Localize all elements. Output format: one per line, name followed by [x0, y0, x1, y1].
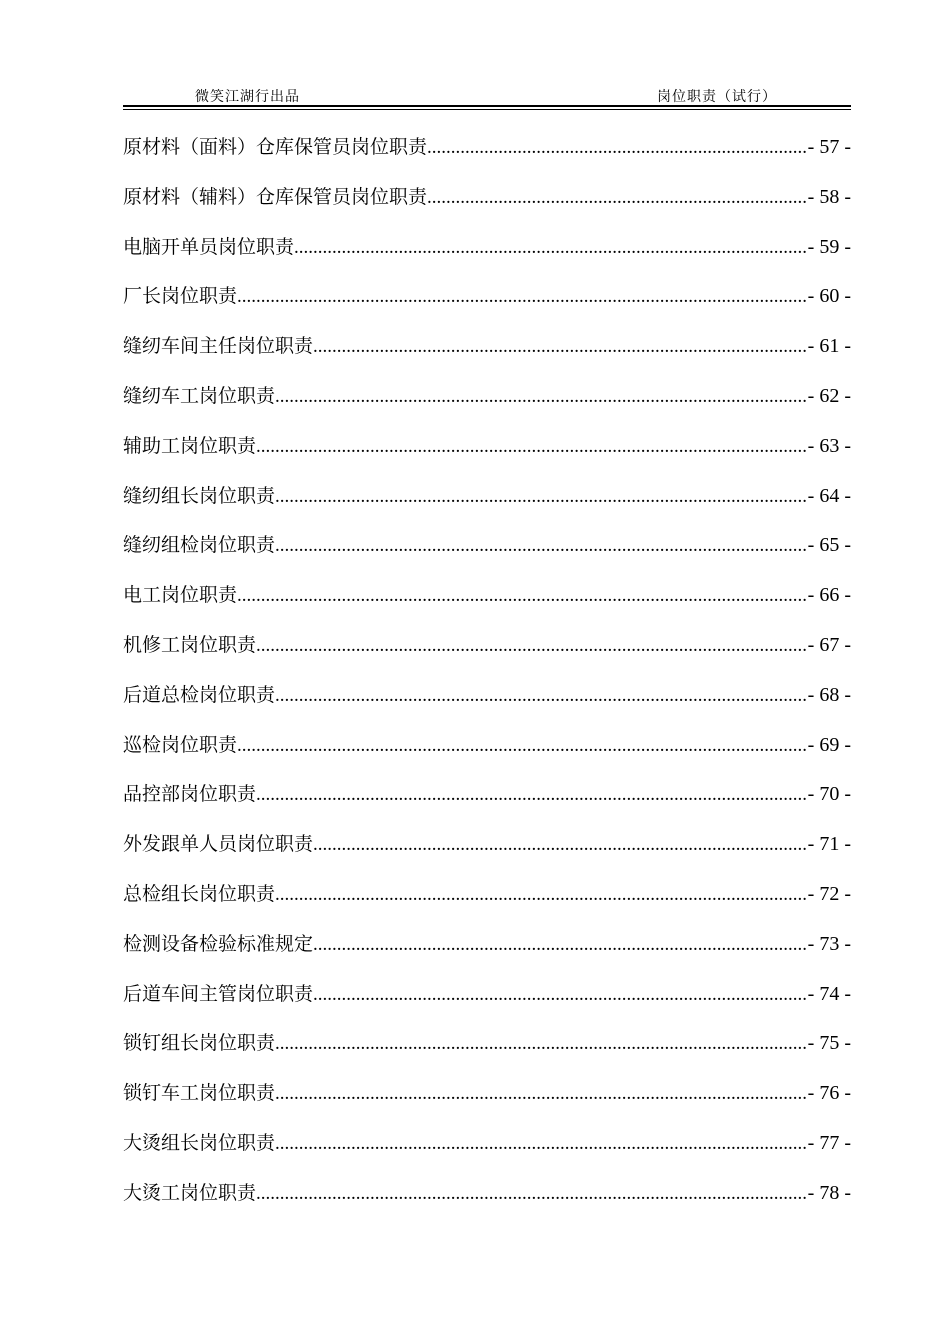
- toc-entry-page-number: - 77 -: [807, 1131, 851, 1154]
- toc-entry[interactable]: [123, 629, 851, 679]
- toc-entry-title: 电工岗位职责: [123, 584, 238, 607]
- toc-entry[interactable]: [123, 181, 851, 231]
- toc-entry-page-number: - 72 -: [807, 882, 851, 905]
- toc-entry[interactable]: [123, 778, 851, 828]
- toc-entry-title: 缝纫组检岗位职责: [123, 534, 276, 557]
- toc-dot-leader: [256, 1178, 808, 1210]
- toc-entry-page-number: - 74 -: [807, 982, 851, 1005]
- toc-entry-title: 厂长岗位职责: [123, 285, 238, 308]
- toc-entry-page-number: - 68 -: [807, 683, 851, 706]
- toc-entry-page-number: - 61 -: [807, 335, 851, 358]
- toc-entry-page-number: - 66 -: [807, 584, 851, 607]
- toc-entry-page-number: - 73 -: [807, 932, 851, 955]
- toc-entry[interactable]: [123, 380, 851, 430]
- toc-entry-page-number: - 58 -: [807, 185, 851, 208]
- toc-entry[interactable]: [123, 679, 851, 729]
- toc-dot-leader: [313, 979, 808, 1011]
- toc-entry[interactable]: [123, 928, 851, 978]
- toc-entry[interactable]: [123, 729, 851, 779]
- toc-entry-title: 锁钉组长岗位职责: [123, 1032, 276, 1055]
- toc-entry-page-number: - 57 -: [807, 136, 851, 158]
- header-document-title: 岗位职责（试行）: [657, 89, 777, 105]
- toc-entry[interactable]: [123, 1027, 851, 1077]
- toc-entry[interactable]: [123, 131, 851, 181]
- toc-entry-title: 原材料（面料）仓库保管员岗位职责: [123, 136, 428, 158]
- toc-entry-title: 品控部岗位职责: [123, 783, 257, 806]
- toc-entry-title: 后道总检岗位职责: [123, 683, 276, 706]
- toc-entry[interactable]: [123, 1177, 851, 1227]
- toc-entry-page-number: - 70 -: [807, 783, 851, 806]
- header-rule-thick: [123, 105, 851, 107]
- toc-dot-leader: [275, 1128, 808, 1160]
- toc-entry-title: 原材料（辅料）仓库保管员岗位职责: [123, 185, 428, 208]
- toc-dot-leader: [275, 530, 808, 562]
- page-header: [123, 86, 851, 106]
- toc-entry-title: 总检组长岗位职责: [123, 882, 276, 905]
- toc-entry-page-number: - 65 -: [807, 534, 851, 557]
- toc-entry-title: 缝纫车间主任岗位职责: [123, 335, 314, 358]
- toc-entry[interactable]: [123, 828, 851, 878]
- toc-entry-page-number: - 71 -: [807, 833, 851, 856]
- toc-entry-title: 缝纫车工岗位职责: [123, 384, 276, 407]
- toc-entry-page-number: - 78 -: [807, 1181, 851, 1204]
- toc-entry-title: 外发跟单人员岗位职责: [123, 833, 314, 856]
- toc-entry[interactable]: [123, 1077, 851, 1127]
- toc-entry[interactable]: [123, 280, 851, 330]
- toc-dot-leader: [275, 879, 808, 911]
- toc-dot-leader: [256, 779, 808, 811]
- toc-entry-page-number: - 67 -: [807, 633, 851, 656]
- toc-entry-title: 后道车间主管岗位职责: [123, 982, 314, 1005]
- toc-entry[interactable]: [123, 430, 851, 480]
- toc-entry-title: 检测设备检验标准规定: [123, 932, 314, 955]
- toc-entry[interactable]: [123, 1127, 851, 1177]
- toc-entry-page-number: - 75 -: [807, 1032, 851, 1055]
- toc-entry-page-number: - 64 -: [807, 484, 851, 507]
- toc-dot-leader: [256, 431, 808, 463]
- toc-dot-leader: [427, 132, 808, 164]
- toc-dot-leader: [275, 481, 808, 513]
- toc-entry-title: 缝纫组长岗位职责: [123, 484, 276, 507]
- toc-entry[interactable]: [123, 231, 851, 281]
- toc-dot-leader: [237, 281, 808, 313]
- toc-entry[interactable]: [123, 978, 851, 1028]
- toc-entry[interactable]: [123, 878, 851, 928]
- toc-dot-leader: [237, 730, 808, 762]
- toc-entry-title: 大烫组长岗位职责: [123, 1131, 276, 1154]
- toc-dot-leader: [427, 182, 808, 214]
- toc-dot-leader: [313, 929, 808, 961]
- toc-entry-title: 电脑开单员岗位职责: [123, 235, 295, 258]
- header-publisher: 微笑江湖行出品: [195, 89, 300, 105]
- toc-dot-leader: [275, 680, 808, 712]
- toc-dot-leader: [275, 381, 808, 413]
- toc-entry-title: 机修工岗位职责: [123, 633, 257, 656]
- toc-entry[interactable]: [123, 579, 851, 629]
- toc-entry[interactable]: [123, 529, 851, 579]
- toc-entry-title: 辅助工岗位职责: [123, 434, 257, 457]
- toc-entry-page-number: - 76 -: [807, 1082, 851, 1105]
- toc-dot-leader: [237, 580, 808, 612]
- toc-entry-title: 大烫工岗位职责: [123, 1181, 257, 1204]
- toc-dot-leader: [275, 1028, 808, 1060]
- toc-dot-leader: [313, 829, 808, 861]
- toc-entry-title: 巡检岗位职责: [123, 733, 238, 756]
- header-rule-thin: [123, 109, 851, 110]
- toc-entry-page-number: - 60 -: [807, 285, 851, 308]
- toc-entry-page-number: - 63 -: [807, 434, 851, 457]
- toc-dot-leader: [256, 630, 808, 662]
- toc-entry[interactable]: [123, 330, 851, 380]
- toc-entry-page-number: - 59 -: [807, 235, 851, 258]
- toc-dot-leader: [294, 232, 808, 264]
- toc-entry-title: 锁钉车工岗位职责: [123, 1082, 276, 1105]
- toc-entry-page-number: - 62 -: [807, 384, 851, 407]
- toc-entry-page-number: - 69 -: [807, 733, 851, 756]
- toc-entry[interactable]: [123, 480, 851, 530]
- table-of-contents: [123, 131, 851, 1227]
- toc-dot-leader: [275, 1078, 808, 1110]
- toc-dot-leader: [313, 331, 808, 363]
